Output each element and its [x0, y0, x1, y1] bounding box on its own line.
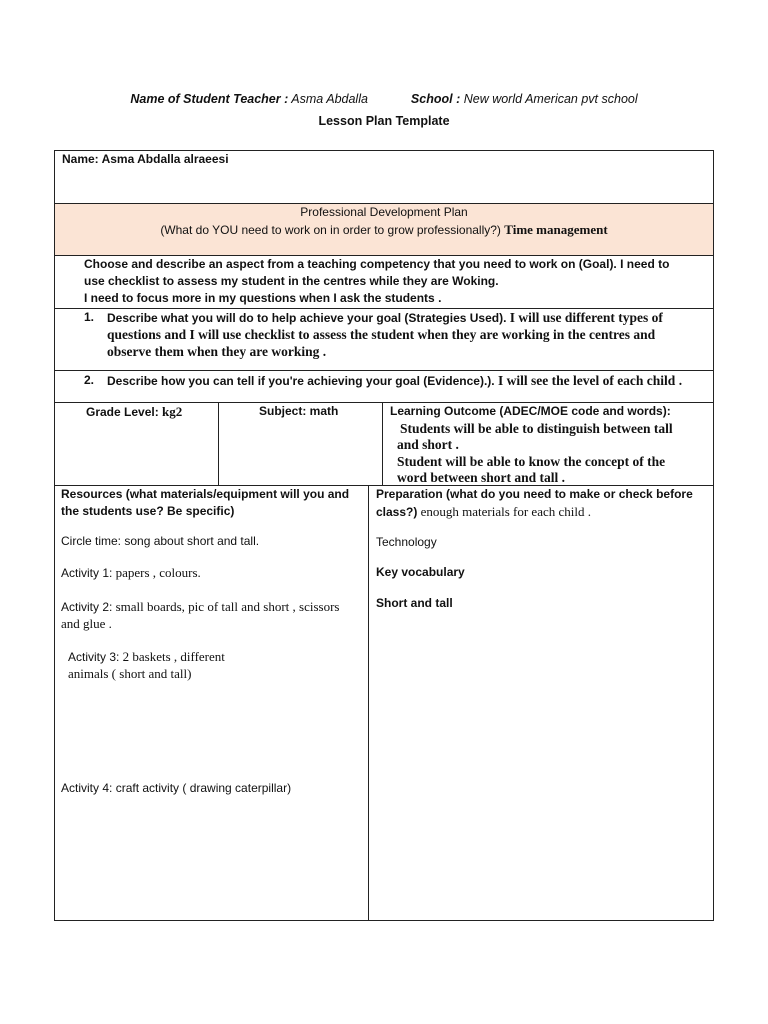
- evidence-prompt: Describe how you can tell if you're achieving your goal (Evidence).).: [107, 374, 495, 388]
- outcome-label: Learning Outcome (ADEC/MOE code and words):: [390, 404, 671, 418]
- activity-1-value: papers , colours.: [112, 565, 201, 580]
- evidence-line: [107, 372, 682, 390]
- student-name: Name: Asma Abdalla alraeesi: [62, 152, 229, 166]
- evidence-number: 2.: [84, 373, 95, 387]
- grade-line: [86, 403, 182, 421]
- activity-1-label: Activity 1:: [61, 566, 113, 580]
- activity-2-value-2: and glue .: [61, 616, 112, 631]
- goal-line-1: Choose and describe an aspect from a teaching competency that you need to work on (Goal). I need to: [84, 257, 670, 271]
- school-value: New world American pvt school: [463, 92, 638, 106]
- evidence-answer: I will see the level of each child .: [497, 373, 683, 388]
- preparation-heading-rest: (what do you need to make or check before: [442, 487, 693, 501]
- teacher-value: Asma Abdalla: [291, 92, 368, 106]
- outcome-line-2: and short .: [397, 437, 459, 452]
- strategies-line-1: [107, 309, 663, 327]
- outcome-line-4: word between short and tall .: [397, 470, 565, 485]
- activity-3-value-1: 2 baskets , different: [119, 649, 225, 664]
- evidence-row: [54, 371, 714, 403]
- technology-label: Technology: [376, 535, 437, 549]
- resources-label: Resources: [61, 487, 123, 501]
- goal-row: [54, 256, 714, 309]
- template-title: Lesson Plan Template: [318, 114, 450, 128]
- activity-4: [61, 780, 291, 797]
- resources-heading-1: [61, 486, 349, 503]
- goal-line-2: use checklist to assess my student in the centres while they are Woking.: [84, 274, 499, 288]
- activity-4-value: craft activity ( drawing caterpillar): [112, 781, 292, 795]
- resources-heading-rest: (what materials/equipment will you and: [122, 487, 350, 501]
- circle-time: [61, 533, 259, 550]
- activity-4-label: Activity 4:: [61, 781, 113, 795]
- activity-3-label: Activity 3:: [68, 650, 120, 664]
- grade-cell: [54, 403, 219, 486]
- activity-3: [68, 648, 225, 666]
- name-row: [54, 150, 714, 204]
- resources-cell: [54, 486, 369, 921]
- preparation-answer: enough materials for each child .: [417, 504, 591, 519]
- circle-time-value: : song about short and tall.: [117, 534, 260, 548]
- circle-time-label: Circle time: [61, 534, 118, 548]
- activity-1: [61, 564, 201, 582]
- header-line: [0, 92, 768, 106]
- strategies-answer-2: questions and I will use checklist to assess the student when they are working in the centres and: [107, 327, 656, 342]
- strategies-answer-3: observe them when they are working .: [107, 344, 327, 359]
- resources-heading-2: the students use? Be specific): [61, 504, 235, 518]
- outcome-line-1: Students will be able to distinguish between tall: [400, 421, 673, 436]
- subject-text: Subject: math: [259, 404, 339, 418]
- vocabulary-value: Short and tall: [376, 596, 453, 610]
- grade-value: kg2: [162, 404, 183, 419]
- pdp-answer: Time management: [504, 222, 608, 237]
- subject-cell: [219, 403, 383, 486]
- preparation-label: Preparation: [376, 487, 443, 501]
- preparation-cell: [369, 486, 714, 921]
- strategies-row: [54, 309, 714, 371]
- pdp-title: Professional Development Plan: [300, 205, 468, 219]
- strategies-prompt: Describe what you will do to help achieve your goal (Strategies Used).: [107, 311, 507, 325]
- key-vocabulary-label: Key vocabulary: [376, 565, 465, 579]
- school-label: School :: [410, 92, 461, 106]
- preparation-heading-1: [376, 486, 693, 503]
- goal-line-3: I need to focus more in my questions when I ask the students .: [84, 291, 442, 305]
- teacher-label: Name of Student Teacher :: [130, 92, 289, 106]
- outcome-cell: [383, 403, 714, 486]
- pdp-row: [55, 204, 713, 256]
- pdp-question-line: [55, 221, 713, 239]
- activity-2: [61, 598, 339, 616]
- activity-3-value-2: animals ( short and tall): [68, 666, 192, 681]
- activity-2-value-1: small boards, pic of tall and short , scissors: [112, 599, 340, 614]
- preparation-heading-2: class?): [376, 505, 418, 519]
- strategies-number: 1.: [84, 310, 95, 324]
- pdp-question: (What do YOU need to work on in order to grow professionally?): [160, 223, 501, 237]
- strategies-answer-1: I will use different types of: [509, 310, 663, 325]
- preparation-heading-2-line: [376, 503, 591, 521]
- grade-label: Grade Level:: [86, 405, 159, 419]
- activity-2-label: Activity 2:: [61, 600, 113, 614]
- outcome-line-3: Student will be able to know the concept of the: [397, 454, 666, 469]
